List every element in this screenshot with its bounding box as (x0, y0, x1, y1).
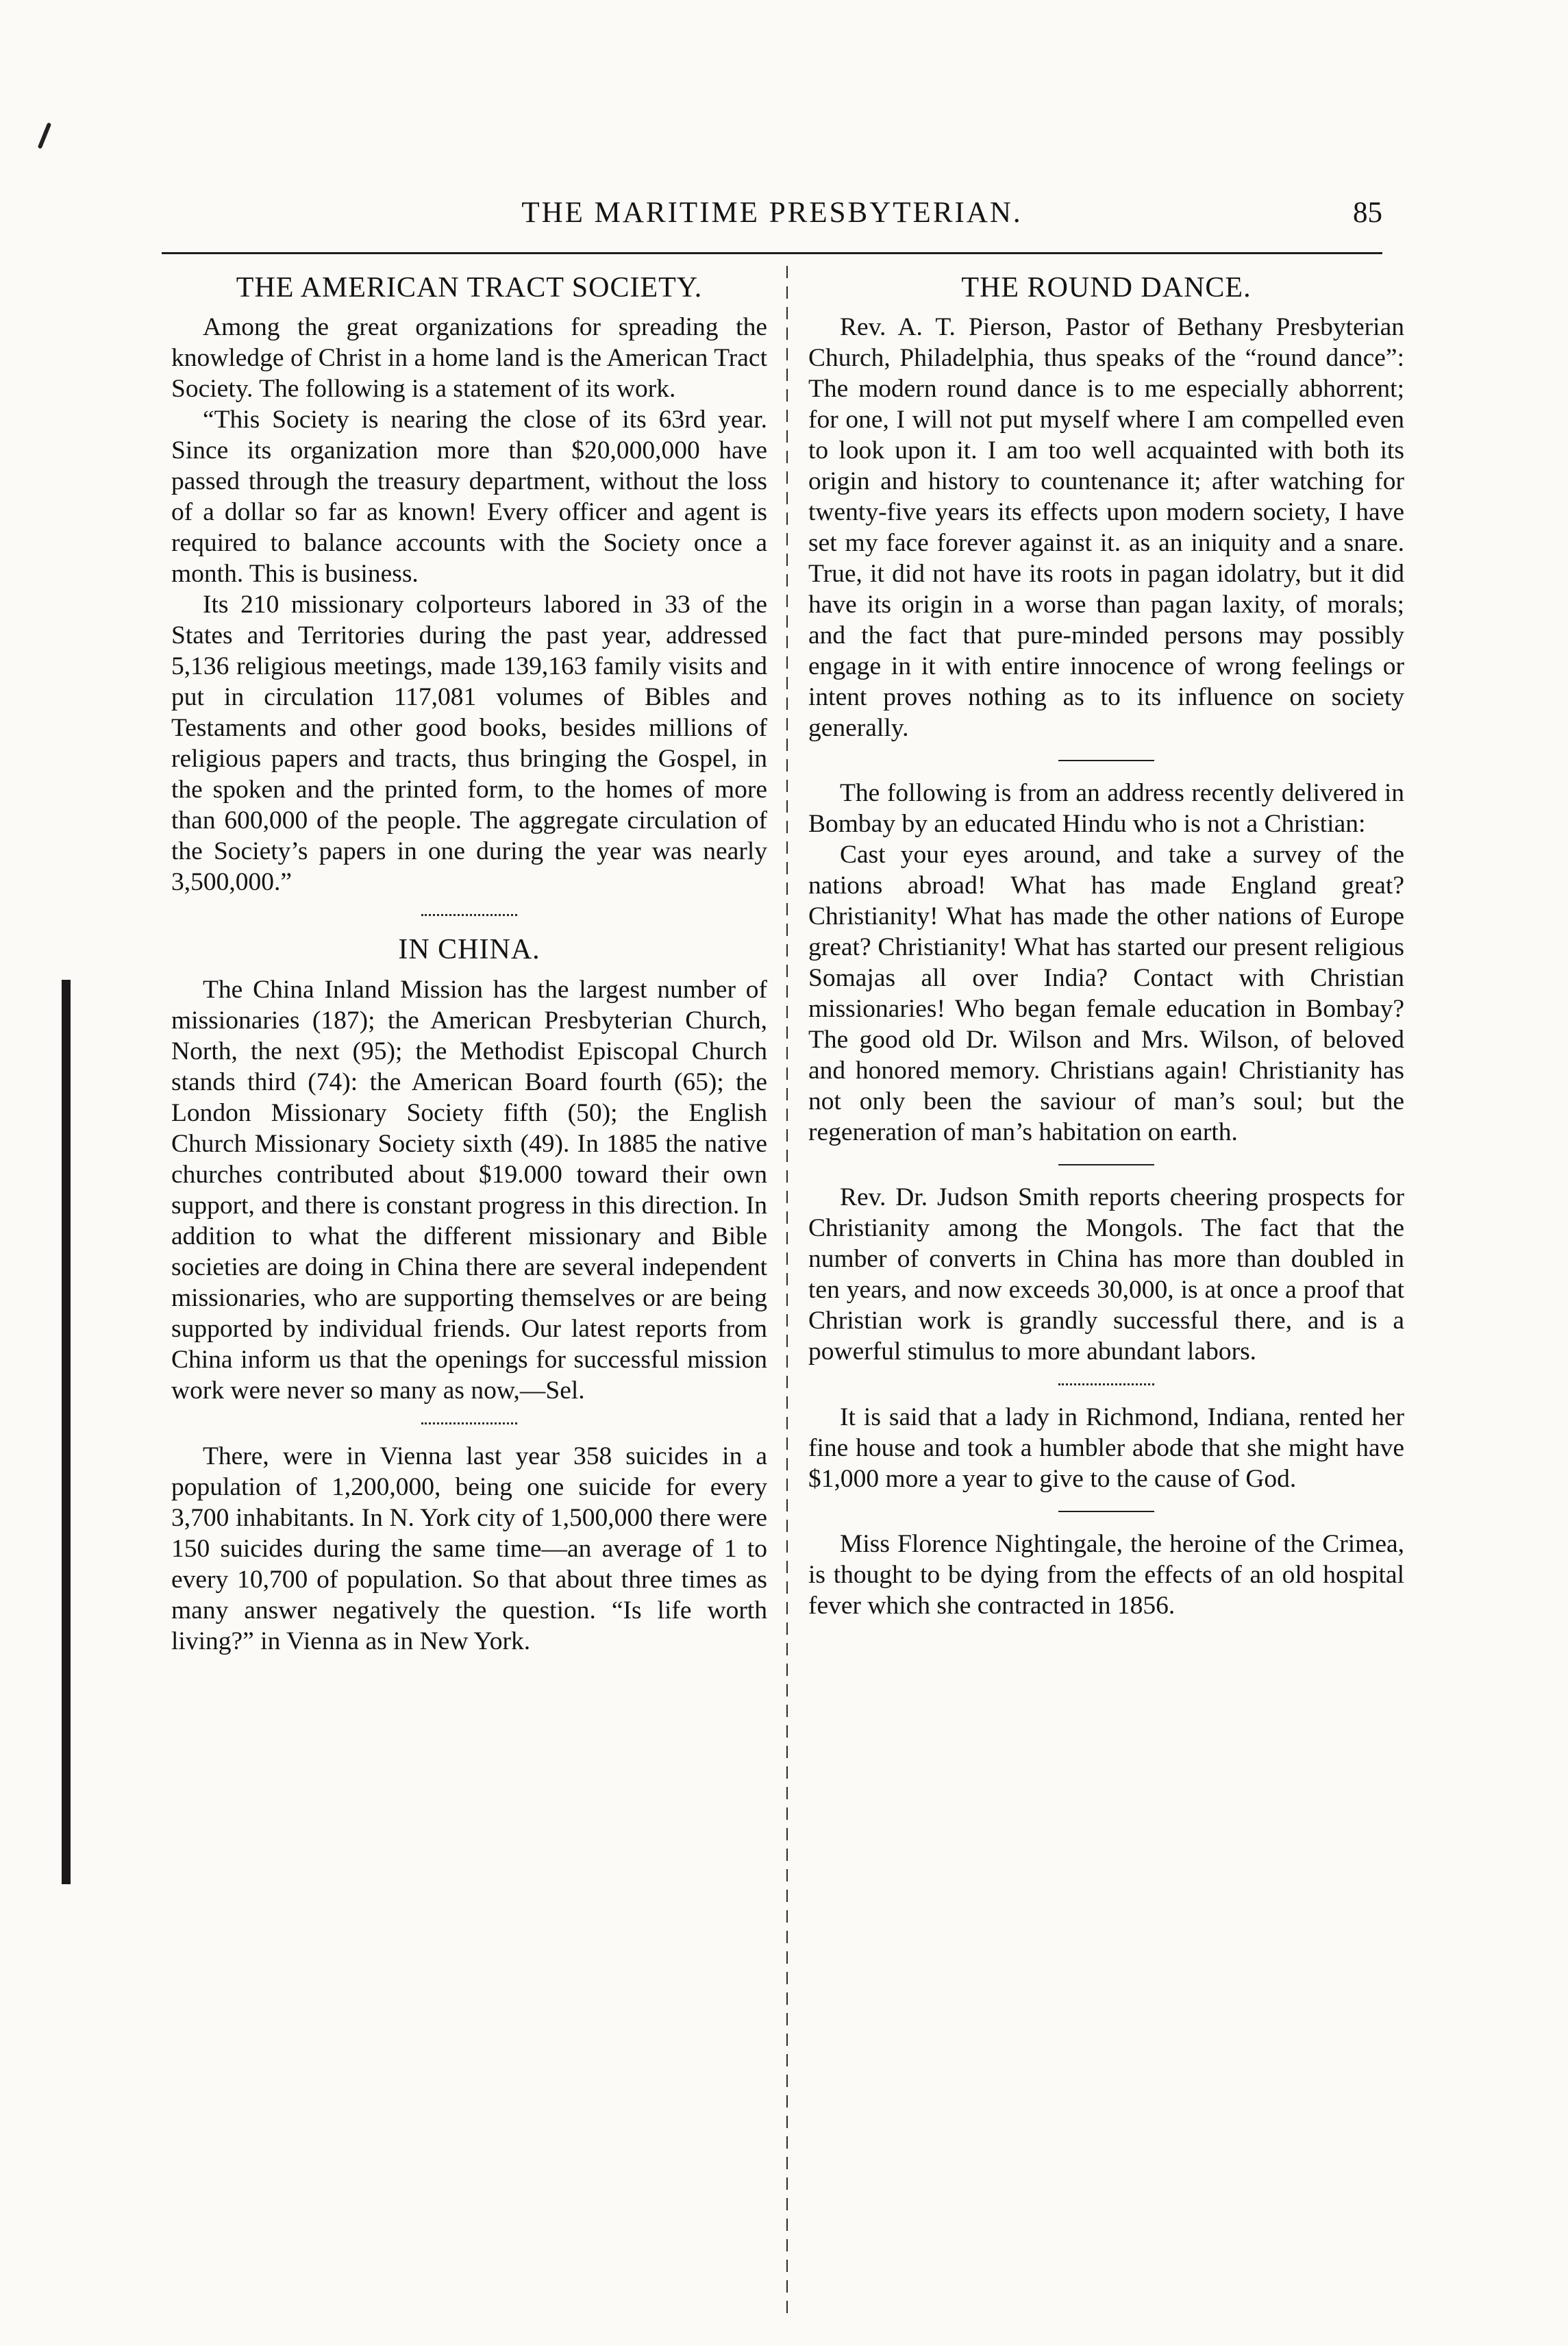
mongols-paragraph-1: Rev. Dr. Judson Smith reports cheering prospects for Christianity among the Mongols. The fact that the number of converts in China has more than doubled in ten years, and now exceeds 30,000, is at once a proof that Christian work is grandly successful there, and is a powerful stimulus to more abundant labors. (808, 1183, 1404, 1366)
right-column (808, 271, 1404, 1621)
running-head (162, 196, 1382, 244)
bombay-paragraph-1: The following is from an address recently delivered in Bombay by an educated Hindu who is not a Christian: (808, 779, 1404, 839)
vienna-article (171, 1441, 767, 1657)
tract-society-article (171, 271, 767, 898)
china-heading: IN CHINA. (398, 934, 540, 966)
header-rule (162, 252, 1382, 254)
section-separator (1058, 1511, 1154, 1512)
round-dance-article (808, 271, 1404, 743)
richmond-article (808, 1402, 1404, 1494)
section-separator (421, 1422, 517, 1424)
round-dance-paragraph-1: Rev. A. T. Pierson, Pastor of Bethany Presbyterian Church, Philadelphia, thus speaks of the “round dance”: The modern round dance is to me especially abhorrent; for one, I will not put myself where I am compelled even to look upon it. I am too well acquainted with both its origin and history to countenance it; after watching for twenty-five years its effects upon modern society, I have set my face forever against it. as an iniquity and a snare. True, it did not have its roots in pagan idolatry, but it did have its origin in a worse than pagan laxity, of morals; and the fact that pure-minded persons may possibly engage in it with entire innocence of wrong feelings or intent proves nothing as to its influence on society generally. (808, 313, 1404, 743)
stray-ink-mark (38, 122, 52, 149)
nightingale-paragraph-1: Miss Florence Nightingale, the heroine of the Crimea, is thought to be dying from the effects of an old hospital fever which she contracted in 1856. (808, 1530, 1404, 1620)
section-separator (1058, 760, 1154, 761)
tract-society-paragraph-2: “This Society is nearing the close of its 63rd year. Since its organization more than $20,000,000 have passed through the treasury department, without the loss of a dollar so far as known! Every officer and agent is required to balance accounts with the Society once a month. This is business. (171, 406, 767, 589)
china-article (171, 933, 767, 1405)
tract-society-paragraph-3: Its 210 missionary colporteurs labored in 33 of the States and Territories during the past year, addressed 5,136 religious meetings, made 139,163 family visits and put in circulation 117,081 volumes of Bibles and Testaments and other good books, besides millions of religious papers and tracts, thus bringing the Gospel, in the spoken and the printed form, to the homes of more than 600,000 of the people. The aggregate circulation of the Society’s papers in one during the year was nearly 3,500,000.” (171, 591, 767, 897)
section-separator (1058, 1383, 1154, 1385)
running-title: THE MARITIME PRESBYTERIAN. (521, 197, 1023, 229)
section-separator (1058, 1164, 1154, 1165)
tract-society-heading: THE AMERICAN TRACT SOCIETY. (236, 272, 703, 304)
bombay-paragraph-2: Cast your eyes around, and take a survey of the nations abroad! What has made England great? Christianity! What has made the other nations of Europe great? Christianity! What has started our present religious Somajas all over India? Contact with Christian missionaries! Who began female education in Bombay? The good old Dr. Wilson and Mrs. Wilson, of beloved and honored memory. Christians again! Christianity has not only been the saviour of man’s soul; but the regeneration of man’s habitation on earth. (808, 841, 1404, 1147)
tract-society-paragraph-1: Among the great organizations for spreading the knowledge of Christ in a home land is the American Tract Society. The following is a statement of its work. (171, 313, 767, 404)
nightingale-article (808, 1529, 1404, 1621)
section-separator (421, 914, 517, 916)
column-divider (786, 266, 788, 2321)
mongols-article (808, 1182, 1404, 1367)
page-number: 85 (1353, 197, 1382, 229)
richmond-paragraph-1: It is said that a lady in Richmond, Indiana, rented her fine house and took a humbler abode that she might have $1,000 more a year to give to the cause of God. (808, 1403, 1404, 1494)
left-column (171, 271, 767, 1657)
china-paragraph-1: The China Inland Mission has the largest number of missionaries (187); the American Presbyterian Church, North, the next (95); the Methodist Episcopal Church stands third (74): the American Board fourth (65); the London Missionary Society fifth (50); the English Church Missionary Society sixth (49). In 1885 the native churches contributed about $19.000 toward their own support, and there is constant progress in this direction. In addition to what the different missionary and Bible societies are doing in China there are several independent missionaries, who are supporting themselves or are being supported by individual friends. Our latest reports from China inform us that the openings for successful mission work were never so many as now,—Sel. (171, 975, 767, 1405)
vienna-paragraph-1: There, were in Vienna last year 358 suicides in a population of 1,200,000, being one suicide for every 3,700 inhabitants. In N. York city of 1,500,000 there were 150 suicides during the same time—an average of 1 to every 10,700 of population. So that about three times as many answer negatively the question. “Is life worth living?” in Vienna as in New York. (171, 1442, 767, 1655)
margin-bar (62, 980, 71, 1884)
bombay-article (808, 778, 1404, 1148)
round-dance-heading: THE ROUND DANCE. (961, 272, 1252, 304)
